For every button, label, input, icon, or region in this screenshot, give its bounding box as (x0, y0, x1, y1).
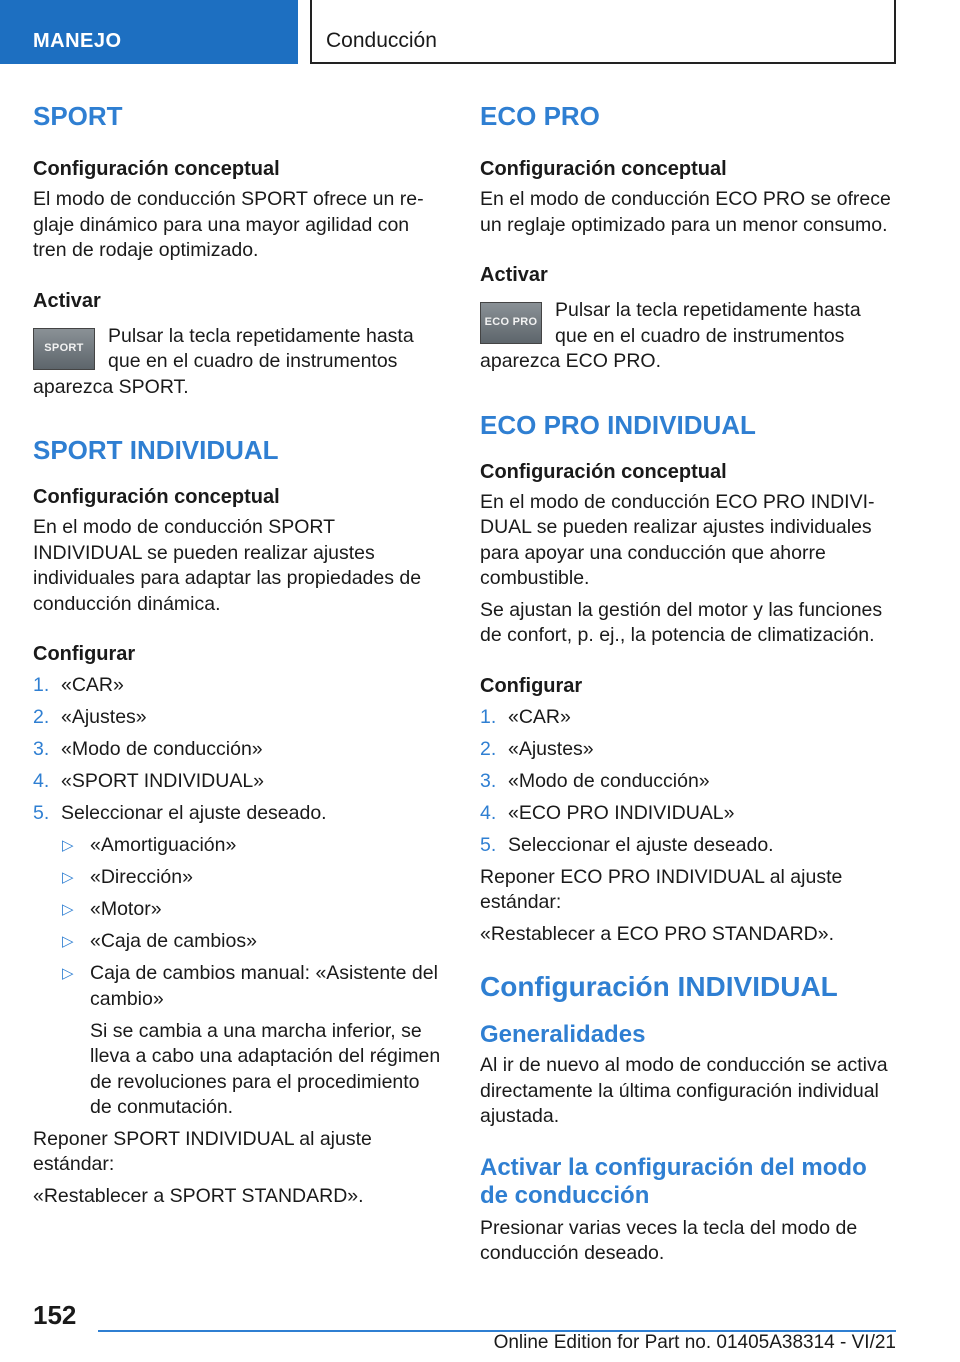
eco-activate-text (480, 298, 892, 375)
list-item: 2. «Ajustes» (480, 737, 594, 760)
activate-mode-text: Presionar varias veces la tecla del modo de conducción deseado. (480, 1216, 858, 1264)
list-item: 5. Seleccionar el ajuste deseado. (480, 833, 774, 856)
list-item: 5. Seleccionar el ajuste deseado. (33, 802, 327, 824)
ei-reset-text: Reponer ECO PRO INDIVIDUAL al ajuste estándar: (480, 865, 843, 913)
sport-concept-heading: Configuración conceptual (33, 158, 280, 180)
si-reset-command: «Restablecer a SPORT STANDARD». (33, 1184, 364, 1207)
triangle-bullet-icon: ▷ (62, 901, 74, 918)
sport-individual-heading: SPORT INDIVIDUAL (33, 435, 279, 465)
si-subitems (61, 833, 445, 1012)
page-number: 152 (33, 1300, 77, 1330)
ei-steps (480, 705, 892, 859)
sport-button-image (33, 328, 95, 370)
section-title: MANEJO (33, 30, 122, 52)
sport-heading: SPORT (33, 101, 123, 131)
sport-button-label: SPORT (44, 341, 84, 354)
sport-activate-heading: Activar (33, 289, 101, 312)
ei-concept-heading: Configuración conceptual (480, 460, 727, 483)
triangle-bullet-icon: ▷ (62, 933, 74, 950)
list-item: 1. «CAR» (480, 705, 571, 728)
eco-pro-individual-heading: ECO PRO INDIVIDUAL (480, 409, 756, 440)
generalidades-text: Al ir de nuevo al modo de conducción se activa directamente la última configuración individual ajustada. (480, 1054, 888, 1127)
triangle-bullet-icon: ▷ (62, 869, 74, 886)
generalidades-heading: Generalidades (480, 1021, 646, 1048)
si-steps (33, 673, 445, 827)
right-column (480, 100, 892, 1267)
chapter-tab (310, 0, 896, 64)
list-item: ▷ Caja de cambios manual: «Asistente del cambio» (62, 962, 438, 1010)
eco-pro-heading: ECO PRO (480, 101, 600, 131)
list-item: 2. «Ajustes» (33, 706, 147, 728)
si-reset-text: Reponer SPORT INDIVIDUAL al ajuste estándar: (33, 1127, 372, 1175)
ei-reset-command: «Restablecer a ECO PRO STANDARD». (480, 922, 834, 945)
si-subnote: Si se cambia a una marcha inferior, se lleva a cabo una adaptación del régimen de revoluciones para el procedimiento de conmutación. (90, 1019, 441, 1118)
section-tab (0, 0, 298, 64)
chapter-title: Conducción (326, 29, 437, 52)
list-item: ▷ «Dirección» (61, 865, 445, 891)
list-item: 4. «SPORT INDIVIDUAL» (33, 770, 265, 792)
activate-mode-heading: Activar la configuración del modo de conducción (480, 1153, 867, 1209)
eco-pro-button-image (480, 302, 542, 344)
individual-config-heading: Configuración INDIVIDUAL (480, 971, 838, 1002)
si-config-heading: Configurar (33, 643, 136, 665)
ei-concept-text-2: Se ajustan la gestión del motor y las funciones de confort, p. ej., la potencia de climatización. (480, 598, 883, 646)
list-item: ▷ «Amortiguación» (61, 833, 445, 859)
sport-concept-text: El modo de conducción SPORT ofrece un reglaje dinámico para una mayor agilidad con tren de rodaje optimizado. (33, 188, 424, 261)
eco-concept-text: En el modo de conducción ECO PRO se ofrece un reglaje optimizado para un menor consumo. (480, 188, 891, 236)
triangle-bullet-icon: ▷ (62, 965, 74, 982)
triangle-bullet-icon: ▷ (62, 837, 74, 854)
ei-concept-text: En el modo de conducción ECO PRO INDIVIDUAL se pueden realizar ajustes individuales para apoyar una conducción que ahorre combustible. (480, 490, 875, 589)
si-concept-heading: Configuración conceptual (33, 486, 280, 508)
eco-activate-body: Pulsar la tecla repetidamente hasta que en el cuadro de instrumentos aparezca ECO PRO. (480, 299, 861, 372)
left-column (33, 100, 445, 1209)
list-item: ▷ «Motor» (61, 897, 445, 923)
si-concept-text: En el modo de conducción SPORT INDIVIDUAL se pueden realizar ajustes individuales para adaptar las propiedades de conducción dinámica. (33, 516, 422, 615)
eco-concept-heading: Configuración conceptual (480, 158, 727, 180)
eco-activate-heading: Activar (480, 264, 548, 286)
sport-activate-body: Pulsar la tecla repetidamente hasta que en el cuadro de instrumentos aparezca SPORT. (33, 324, 414, 398)
footer-edition: Online Edition for Part no. 01405A38314 - VI/21 (493, 1332, 896, 1353)
list-item: 3. «Modo de conducción» (480, 769, 710, 792)
list-item: ▷ «Caja de cambios» (61, 929, 445, 955)
list-item: 4. «ECO PRO INDIVIDUAL» (480, 801, 735, 824)
list-item: 1. «CAR» (33, 674, 124, 696)
ei-config-heading: Configurar (480, 674, 583, 697)
eco-pro-button-label: ECO PRO (484, 316, 538, 329)
list-item: 3. «Modo de conducción» (33, 738, 263, 760)
sport-activate-text (33, 324, 445, 401)
